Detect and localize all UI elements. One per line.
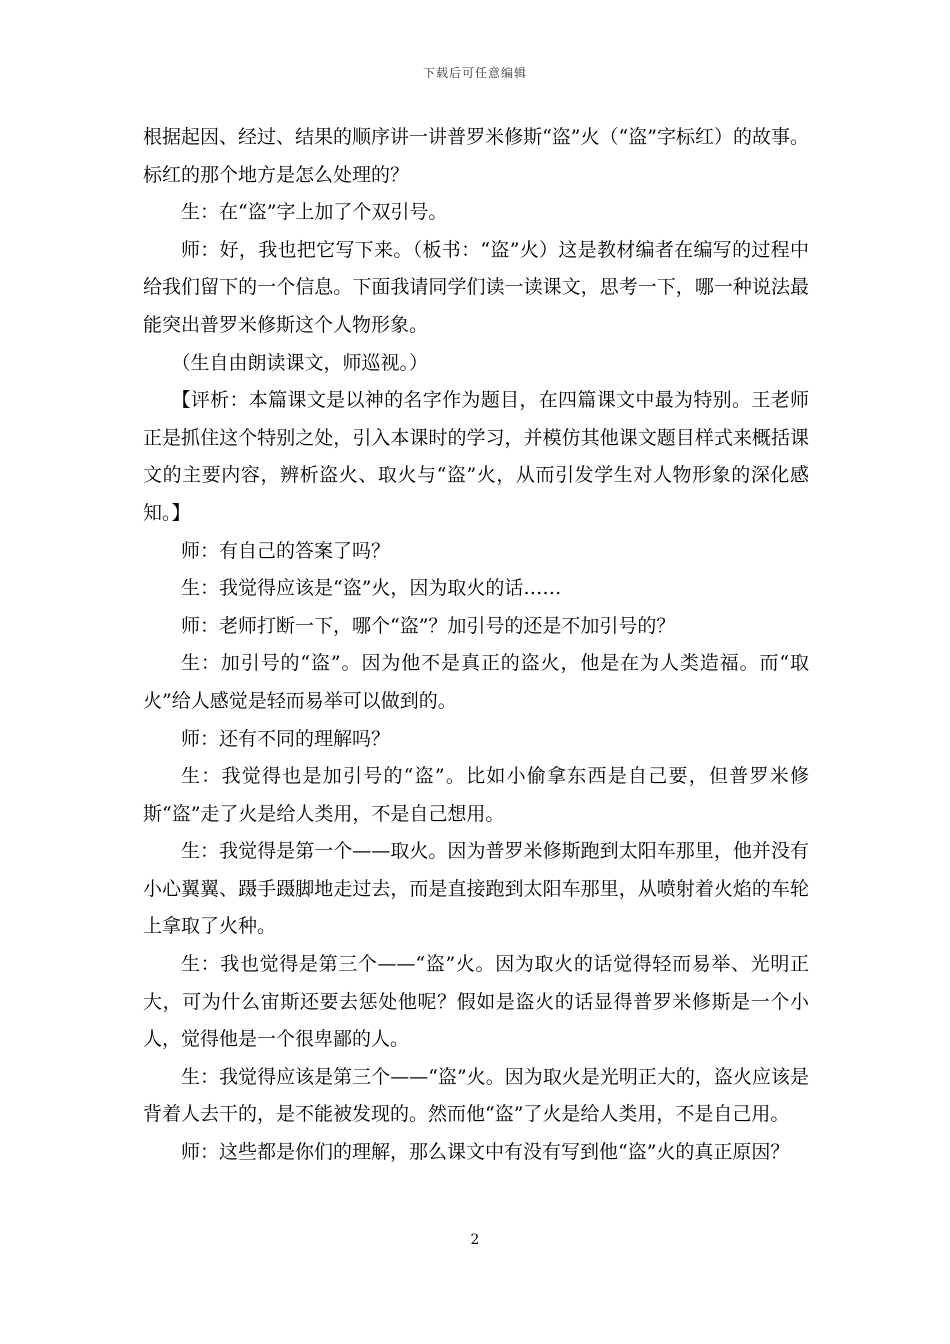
paragraph: 师：这些都是你们的理解，那么课文中有没有写到他“盗”火的真正原因？ [181,1141,790,1164]
commentary-paragraph: 【评析：本篇课文是以神的名字作为题目，在四篇课文中最为特别。王老师正是抓住这个特别之处，引入本课时的学习，并模仿其他课文题目样式来概括课文的主要内容，辨析盗火、取火与“盗”火，从而引发学生对人物形象的深化感知。】 [143,389,809,524]
paragraph: 师：有自己的答案了吗？ [181,539,391,562]
paragraph: 师：好，我也把它写下来。（板书：“盗”火）这是教材编者在编写的过程中给我们留下的一个信息。下面我请同学们读一读课文，思考一下，哪一种说法最能突出普罗米修斯这个人物形象。 [143,238,809,336]
paragraph: 生：我也觉得是第三个——“盗”火。因为取火的话觉得轻而易举、光明正大，可为什么宙斯还要去惩处他呢？假如是盗火的话显得普罗米修斯是一个小人，觉得他是一个很卑鄙的人。 [143,953,809,1051]
paragraph: 生：我觉得应该是“盗”火，因为取火的话…… [181,577,562,600]
paragraph: 师：还有不同的理解吗？ [181,727,391,750]
page-header: 下载后可任意编辑 [422,66,527,80]
paragraph: 生：在“盗”字上加了个双引号。 [181,201,448,224]
paragraph: 根据起因、经过、结果的顺序讲一讲普罗米修斯“盗”火（“盗”字标红）的故事。标红的那个地方是怎么处理的？ [143,126,809,186]
paragraph: （生自由朗读课文，师巡视。） [171,351,429,374]
paragraph: 生：加引号的“盗”。因为他不是真正的盗火，他是在为人类造福。而“取火”给人感觉是轻而易举可以做到的。 [143,652,809,712]
document-body [143,119,809,1172]
paragraph: 师：老师打断一下，哪个“盗”？加引号的还是不加引号的？ [181,614,676,637]
paragraph: 生：我觉得是第一个——取火。因为普罗米修斯跑到太阳车那里，他并没有小心翼翼、蹑手蹑脚地走过去，而是直接跑到太阳车那里，从喷射着火焰的车轮上拿取了火种。 [143,840,809,938]
page-number: 2 [470,1232,480,1248]
paragraph: 生：我觉得应该是第三个——“盗”火。因为取火是光明正大的，盗火应该是背着人去干的，是不能被发现的。然而他“盗”了火是给人类用，不是自己用。 [143,1065,809,1126]
paragraph: 生：我觉得也是加引号的“盗”。比如小偷拿东西是自己要，但普罗米修斯“盗”走了火是给人类用，不是自己想用。 [143,765,809,825]
